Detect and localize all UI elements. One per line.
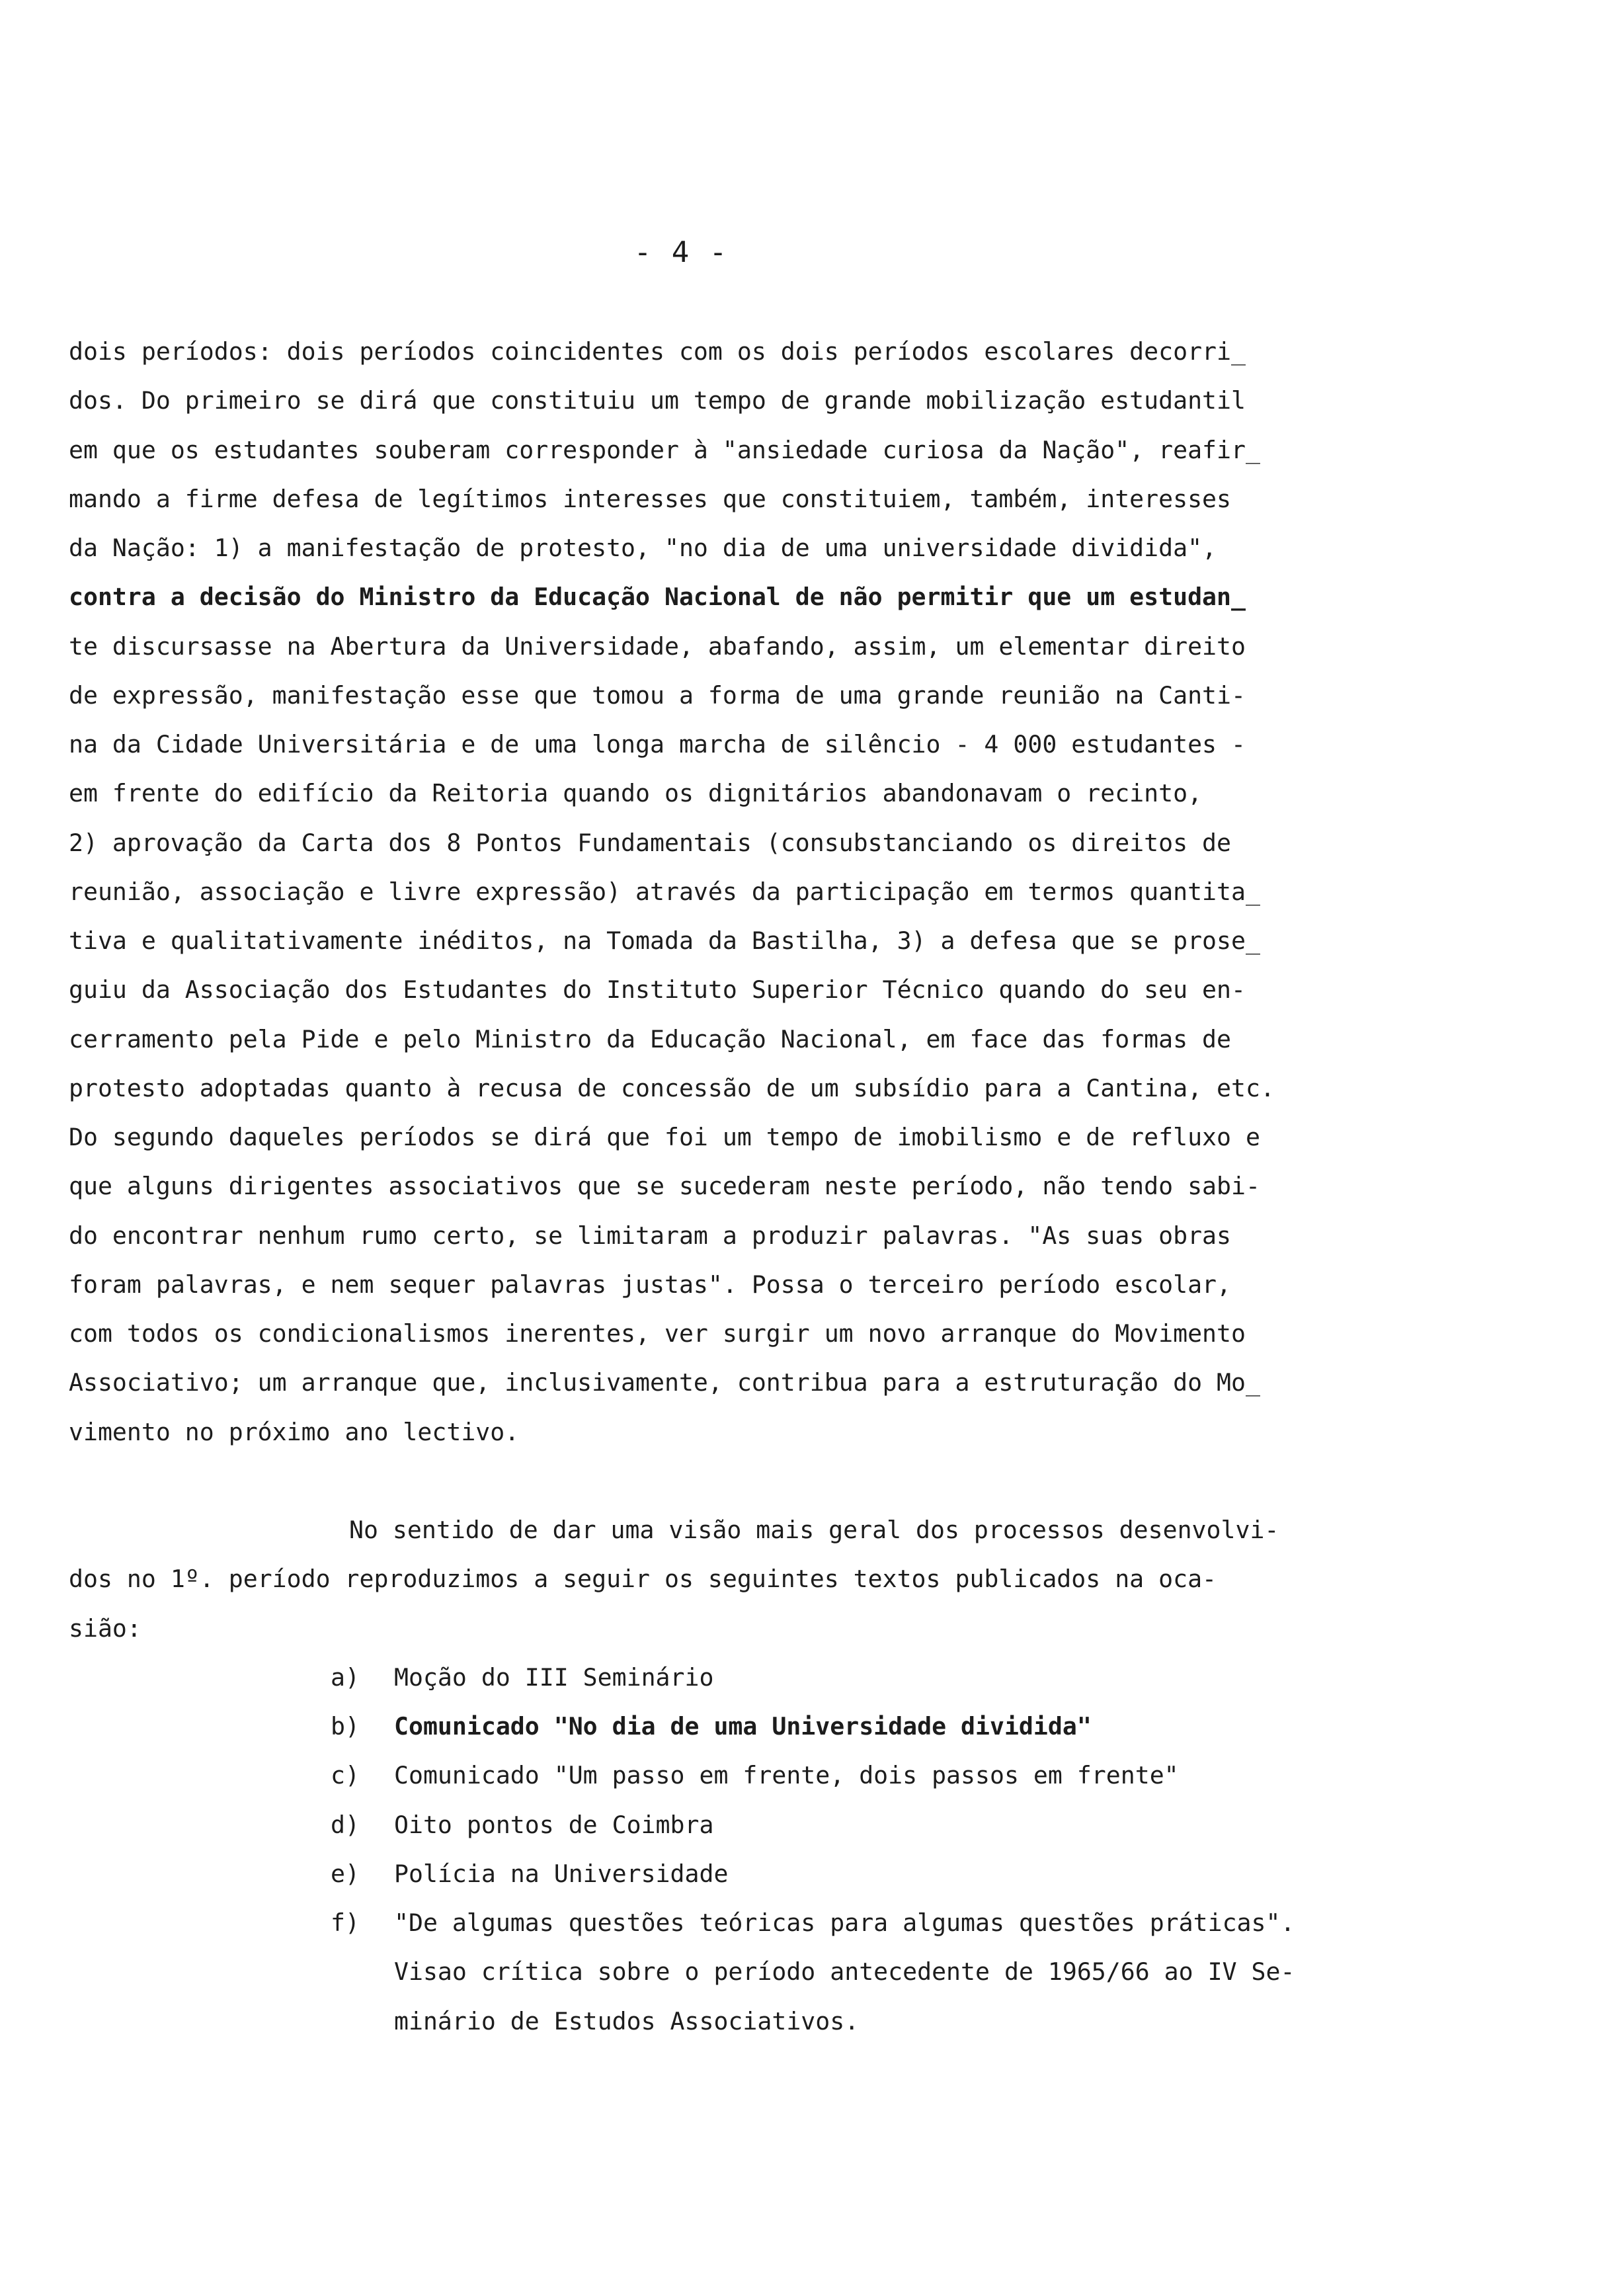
page-number: - 4 - xyxy=(633,235,729,269)
text-line: dos. Do primeiro se dirá que constituiu um tempo de grande mobilização estudantil xyxy=(69,386,1246,415)
text-line: com todos os condicionalismos inerentes, ver surgir um novo arranque do Movimento xyxy=(69,1319,1246,1348)
list-item-text: Comunicado "No dia de uma Universidade dividida" xyxy=(394,1712,1092,1741)
text-line: mando a firme defesa de legítimos interesses que constituiem, também, interesses xyxy=(69,485,1231,513)
text-line: te discursasse na Abertura da Universidade, abafando, assim, um elementar direito xyxy=(69,632,1246,661)
text-line: na da Cidade Universitária e de uma longa marcha de silêncio - 4 000 estudantes - xyxy=(69,730,1246,758)
text-line: tiva e qualitativamente inéditos, na Tomada da Bastilha, 3) a defesa que se prose_ xyxy=(69,926,1260,955)
list-item-continuation: Visao crítica sobre o período antecedente de 1965/66 ao IV Se- xyxy=(394,1957,1295,1986)
list-item xyxy=(331,1801,1441,1849)
list-item xyxy=(331,1899,1441,1947)
list-item xyxy=(331,1752,1441,1799)
text-line: em que os estudantes souberam corresponder à "ansiedade curiosa da Nação", reafir_ xyxy=(69,436,1260,464)
list-marker: f) xyxy=(331,1908,360,1937)
text-line: cerramento pela Pide e pelo Ministro da Educação Nacional, em face das formas de xyxy=(69,1025,1231,1053)
list-marker: c) xyxy=(331,1761,360,1789)
text-line: que alguns dirigentes associativos que se sucederam neste período, não tendo sabi- xyxy=(69,1172,1260,1200)
text-line: dois períodos: dois períodos coincidentes com os dois períodos escolares decorri_ xyxy=(69,337,1246,366)
text-line: Associativo; um arranque que, inclusivamente, contribua para a estruturação do Mo_ xyxy=(69,1368,1260,1397)
text-line: vimento no próximo ano lectivo. xyxy=(69,1418,520,1446)
list-item-text: "De algumas questões teóricas para algumas questões práticas". xyxy=(394,1908,1295,1937)
text-line: protesto adoptadas quanto à recusa de concessão de um subsídio para a Cantina, etc. xyxy=(69,1074,1275,1102)
text-line: do encontrar nenhum rumo certo, se limitaram a produzir palavras. "As suas obras xyxy=(69,1221,1231,1250)
list-marker: e) xyxy=(331,1860,360,1888)
text-line: reunião, associação e livre expressão) através da participação em termos quantita_ xyxy=(69,878,1260,906)
list-marker: b) xyxy=(331,1712,360,1741)
list-item xyxy=(331,1654,1441,1702)
list-item-continuation: minário de Estudos Associativos. xyxy=(394,2007,860,2035)
list-item xyxy=(331,1703,1441,1750)
list-item-text: Polícia na Universidade xyxy=(394,1860,729,1888)
text-line: em frente do edifício da Reitoria quando os dignitários abandonavam o recinto, xyxy=(69,779,1203,807)
text-line: da Nação: 1) a manifestação de protesto, "no dia de uma universidade dividida", xyxy=(69,534,1217,562)
text-line: Do segundo daqueles períodos se dirá que foi um tempo de imobilismo e de refluxo e xyxy=(69,1123,1260,1151)
text-line: No sentido de dar uma visão mais geral dos processos desenvolvi- xyxy=(349,1516,1279,1544)
list-marker: a) xyxy=(331,1663,360,1692)
text-line: contra a decisão do Ministro da Educação Nacional de não permitir que um estudan_ xyxy=(69,583,1246,611)
text-line: sião: xyxy=(69,1614,141,1643)
list-item-text: Oito pontos de Coimbra xyxy=(394,1811,714,1839)
list-marker: d) xyxy=(331,1811,360,1839)
list-item xyxy=(331,1850,1441,1898)
text-line: de expressão, manifestação esse que tomou a forma de uma grande reunião na Canti- xyxy=(69,681,1246,710)
text-line: dos no 1º. período reproduzimos a seguir os seguintes textos publicados na oca- xyxy=(69,1565,1217,1593)
text-line: foram palavras, e nem sequer palavras justas". Possa o terceiro período escolar, xyxy=(69,1270,1231,1299)
list-item-text: Comunicado "Um passo em frente, dois passos em frente" xyxy=(394,1761,1179,1789)
list-item-text: Moção do III Seminário xyxy=(394,1663,714,1692)
text-line: guiu da Associação dos Estudantes do Instituto Superior Técnico quando do seu en- xyxy=(69,975,1246,1004)
text-line: 2) aprovação da Carta dos 8 Pontos Fundamentais (consubstanciando os direitos de xyxy=(69,829,1231,857)
